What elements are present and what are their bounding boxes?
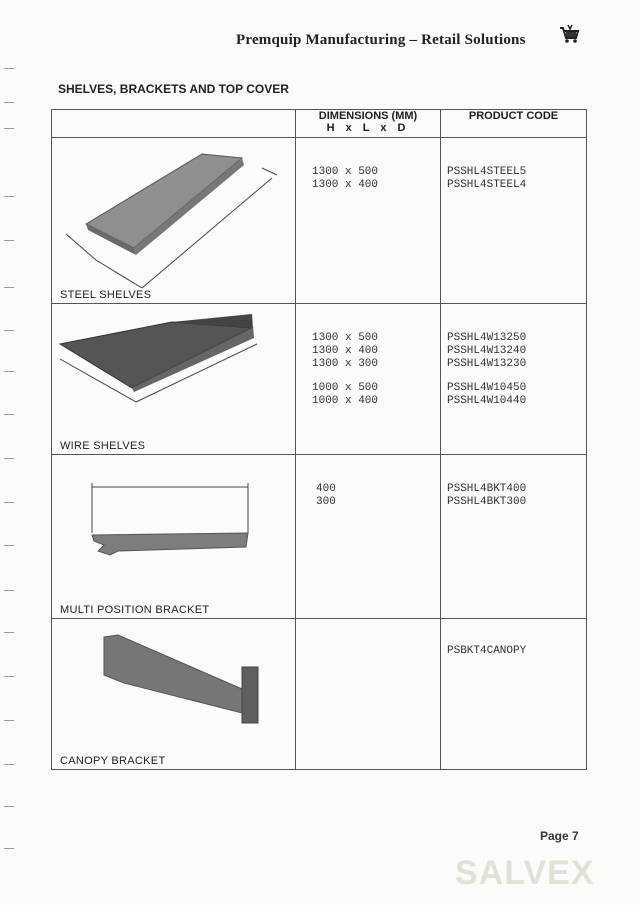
product-code-cell: [441, 304, 587, 455]
product-caption: CANOPY BRACKET: [60, 755, 166, 767]
product-code-cell: [441, 455, 587, 619]
product-code: PSBKT4CANOPY: [447, 645, 527, 657]
dimension-value: 1300 x 400: [312, 345, 379, 357]
multi-position-bracket-illustration: [52, 455, 296, 618]
company-header: Premquip Manufacturing – Retail Solutions: [236, 32, 526, 48]
product-code: PSSHL4STEEL4: [447, 179, 527, 191]
product-code: PSSHL4W10440: [447, 395, 527, 407]
product-image-cell: [52, 138, 296, 304]
dimension-value: 1000 x 400: [312, 395, 379, 407]
dimensions-subheader: H x L x D: [326, 122, 410, 134]
dimensions-cell: [296, 138, 441, 304]
blank-header: [52, 110, 296, 138]
dimensions-cell: [296, 304, 441, 455]
dimension-value: 300: [316, 496, 336, 508]
wire-shelf-illustration: [52, 304, 296, 454]
product-caption: WIRE SHELVES: [60, 440, 146, 452]
product-caption: STEEL SHELVES: [60, 289, 152, 301]
product-code: PSSHL4W13230: [447, 358, 527, 370]
page-number: Page 7: [540, 829, 579, 843]
product-caption: MULTI POSITION BRACKET: [60, 604, 210, 616]
watermark-logo: SALVEX: [455, 854, 595, 892]
canopy-bracket-illustration: [52, 619, 296, 769]
dimensions-header: [296, 110, 441, 138]
dimension-value: 1300 x 500: [312, 166, 379, 178]
product-code: PSSHL4BKT300: [447, 496, 527, 508]
dimensions-header-label: DIMENSIONS (MM): [318, 110, 418, 122]
product-code: PSSHL4STEEL5: [447, 166, 527, 178]
section-title: SHELVES, BRACKETS AND TOP COVER: [58, 82, 289, 96]
shopping-cart-icon: [558, 23, 580, 45]
table-row: [52, 619, 587, 770]
dimension-value: 1300 x 300: [312, 358, 379, 370]
dimension-value: 1000 x 500: [312, 382, 379, 394]
dimensions-cell: [296, 455, 441, 619]
product-table: [51, 109, 587, 770]
product-code-cell: [441, 138, 587, 304]
product-code-cell: [441, 619, 587, 770]
product-code-header: PRODUCT CODE: [441, 110, 587, 138]
product-code: PSSHL4BKT400: [447, 483, 527, 495]
product-code: PSSHL4W10450: [447, 382, 527, 394]
product-code: PSSHL4W13240: [447, 345, 527, 357]
dimension-value: 1300 x 500: [312, 332, 379, 344]
table-header-row: [52, 110, 587, 138]
dimension-value: 400: [316, 483, 336, 495]
dimensions-cell: [296, 619, 441, 770]
product-image-cell: [52, 619, 296, 770]
table-row: [52, 138, 587, 304]
product-image-cell: [52, 304, 296, 455]
table-row: [52, 304, 587, 455]
product-image-cell: [52, 455, 296, 619]
steel-shelf-illustration: [52, 138, 296, 303]
dimension-value: 1300 x 400: [312, 179, 379, 191]
table-row: [52, 455, 587, 619]
product-code: PSSHL4W13250: [447, 332, 527, 344]
margin-binding-marks: [0, 0, 24, 905]
